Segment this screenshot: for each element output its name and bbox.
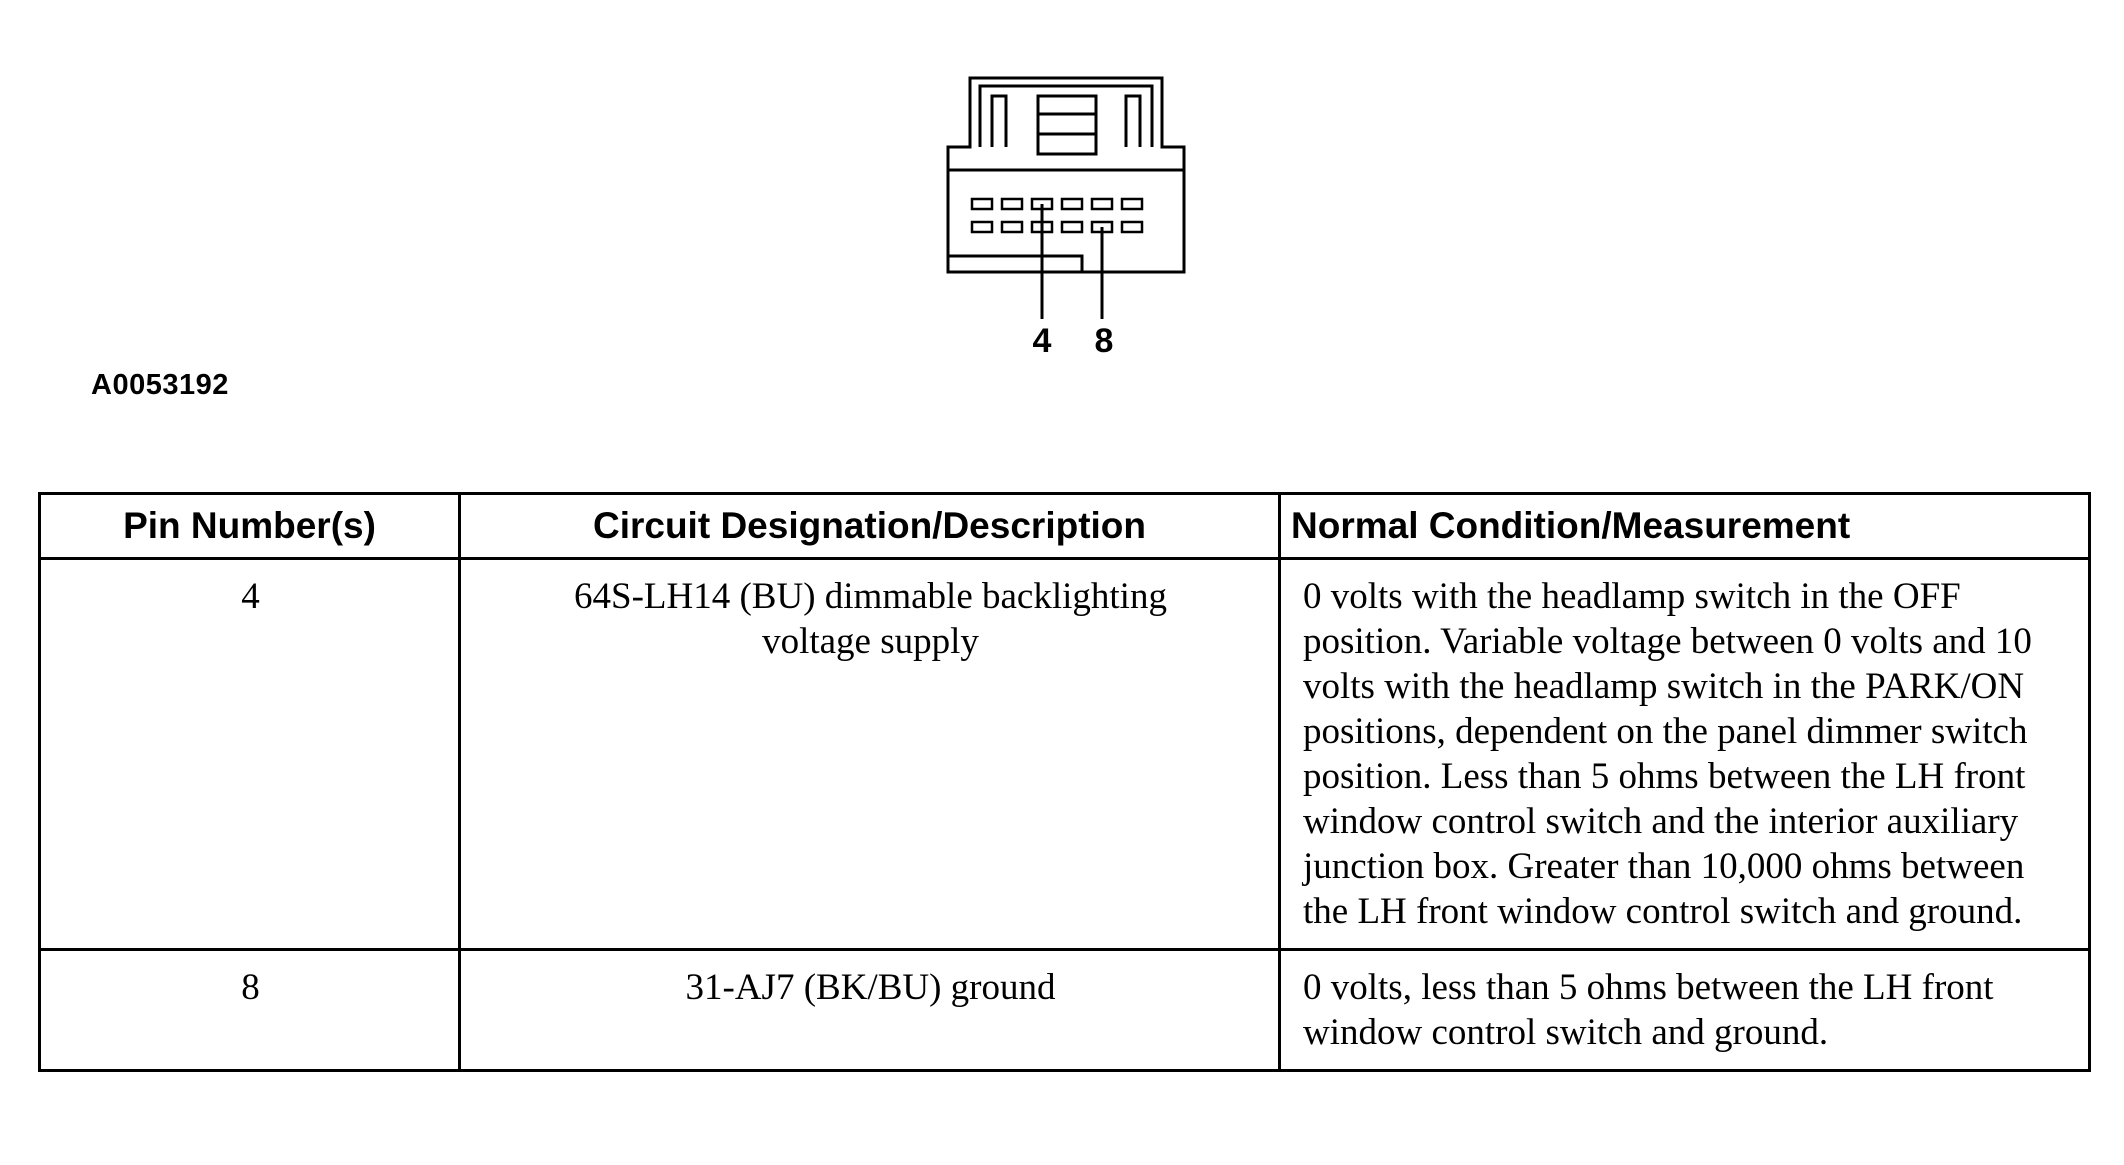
header-measurement: Normal Condition/Measurement (1280, 494, 2090, 559)
connector-latch-right (1126, 96, 1140, 147)
cell-measurement: 0 volts, less than 5 ohms between the LH front window control switch and ground. (1280, 950, 2090, 1071)
table-row (40, 950, 2090, 1071)
cell-circuit (460, 559, 1280, 950)
connector-lock (1038, 96, 1096, 154)
pin-4-callout: 4 (1032, 322, 1052, 360)
figure-id: A0053192 (91, 369, 229, 401)
cell-measurement: 0 volts with the headlamp switch in the OFF position. Variable voltage between 0 volts and 10 volts with the headlamp switch in the PARK/ON positions, dependent on the panel dimmer switch position. Less than 5 ohms between the LH front window control switch and the interior auxiliary junction box. Greater than 10,000 ohms between the LH front window control switch and ground. (1280, 559, 2090, 950)
cell-circuit-text: 64S-LH14 (BU) dimmable backlighting voltage supply (574, 576, 1167, 662)
table-row (40, 559, 2090, 950)
connector-key (948, 256, 1082, 272)
connector-latch-left (992, 96, 1006, 147)
connector-cavities (972, 199, 1142, 232)
table-header-row (40, 494, 2090, 559)
connector-shell (948, 78, 1184, 272)
pin-8-callout: 8 (1094, 322, 1114, 360)
header-circuit: Circuit Designation/Description (460, 494, 1280, 559)
connector-diagram (940, 70, 1220, 370)
header-pin-number: Pin Number(s) (40, 494, 460, 559)
cell-pin: 8 (40, 950, 460, 1071)
cell-pin: 4 (40, 559, 460, 950)
pin-table (38, 492, 2091, 1072)
cell-circuit: 31-AJ7 (BK/BU) ground (460, 950, 1280, 1071)
